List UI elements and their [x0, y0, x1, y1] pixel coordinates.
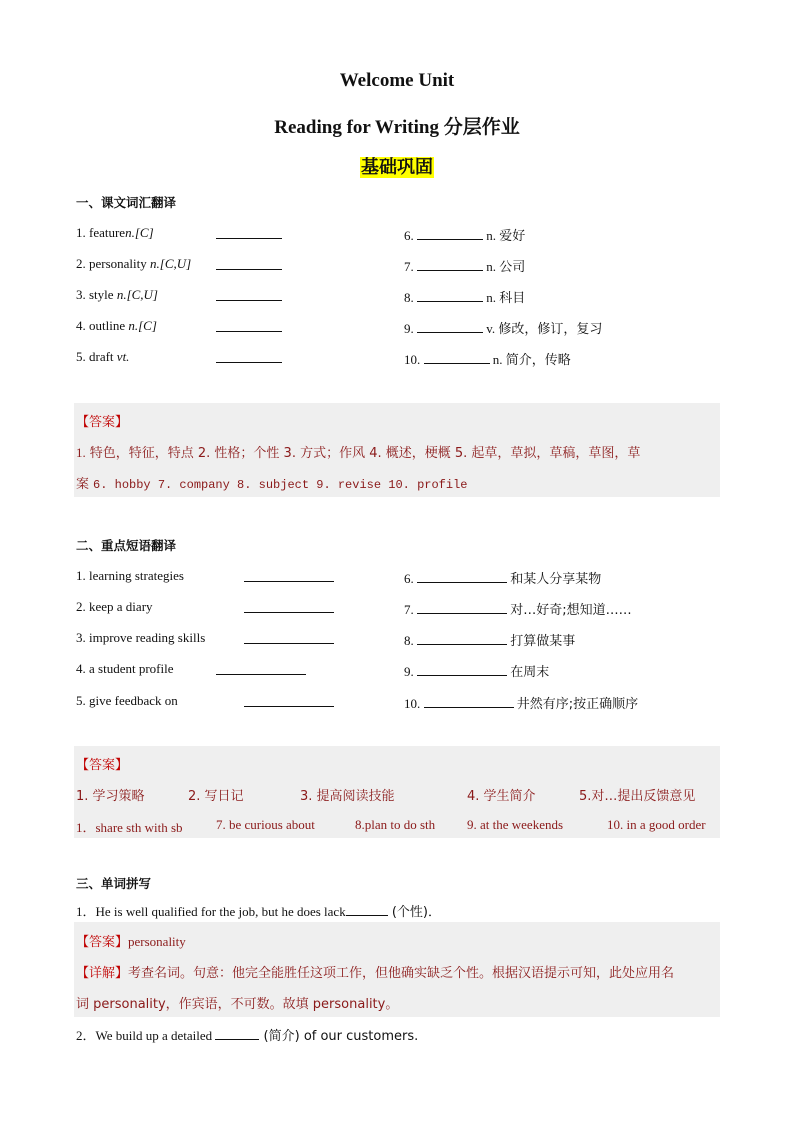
level-heading [0, 153, 794, 179]
phrase-item: 1. learning strategies [76, 568, 184, 583]
answer-blank[interactable] [417, 632, 507, 645]
vocab-item: 8. n. 科目 [404, 290, 526, 306]
answer-box [74, 403, 720, 497]
detail-line: 【详解】考查名词。句意：他完全能胜任这项工作，但他确实缺乏个性。根据汉语提示可知，此处应用名 [76, 966, 675, 981]
answer-blank[interactable] [216, 350, 282, 363]
phrase-item: 6. 和某人分享某物 [404, 571, 602, 587]
vocab-item: 6. n. 爱好 [404, 228, 526, 244]
answer-blank[interactable] [417, 227, 483, 240]
document-subtitle: Reading for Writing 分层作业 [274, 117, 520, 138]
answer-item: 5.对…提出反馈意见 [579, 789, 696, 804]
phrase-item: 3. improve reading skills [76, 630, 206, 645]
answer-blank[interactable] [216, 257, 282, 270]
section3-heading: 三、单词拼写 [76, 876, 152, 891]
detail-line: 词 personality，作宾语，不可数。故填 personality。 [76, 997, 399, 1012]
phrase-item: 4. a student profile [76, 661, 174, 676]
answer-blank[interactable] [244, 600, 334, 613]
section1-heading: 一、课文词汇翻译 [76, 195, 177, 210]
answer-box [74, 922, 720, 1017]
phrase-item: 2. keep a diary [76, 599, 153, 614]
answer-item: 3. 提高阅读技能 [300, 789, 395, 804]
vocab-item: 9. v. 修改，修订，复习 [404, 321, 603, 337]
answer-item: 7. be curious about [216, 817, 315, 832]
answer-blank[interactable] [215, 1027, 259, 1040]
vocab-item: 5. draft vt. [76, 349, 130, 364]
vocab-item: 2. personality n.[C,U] [76, 256, 192, 271]
answer-item: 1. 学习策略 [76, 789, 145, 804]
phrase-item: 8. 打算做某事 [404, 633, 576, 649]
answer-item: 10. in a good order [607, 817, 706, 832]
vocab-item: 10. n. 简介，传略 [404, 352, 571, 368]
section2-heading: 二、重点短语翻译 [76, 538, 177, 553]
answer-line: 1. 特色，特征，特点 2. 性格；个性 3. 方式；作风 4. 概述，梗概 5. 起草，草拟，草稿，草图，草 [76, 445, 641, 461]
answer-blank[interactable] [424, 351, 490, 364]
answer-item: 2. 写日记 [188, 789, 244, 804]
phrase-item: 7. 对…好奇;想知道…… [404, 602, 632, 618]
answer-label: 【答案】 [76, 758, 129, 773]
answer-blank[interactable] [216, 662, 306, 675]
answer-item: 9. at the weekends [467, 817, 564, 832]
answer-blank[interactable] [417, 570, 507, 583]
phrase-item: 10. 井然有序;按正确顺序 [404, 696, 639, 712]
level-label: 基础巩固 [361, 157, 433, 178]
answer-blank[interactable] [417, 320, 483, 333]
document-title: Welcome Unit [339, 70, 455, 91]
answer-line: 案 6. hobby 7. company 8. subject 9. revise 10. profile [76, 477, 468, 492]
answer-item: 4. 学生简介 [467, 789, 536, 804]
answer-blank[interactable] [244, 631, 334, 644]
answer-blank[interactable] [244, 694, 334, 707]
answer-blank[interactable] [424, 695, 514, 708]
answer-item: 8.plan to do sth [355, 817, 436, 832]
phrase-item: 9. 在周末 [404, 664, 550, 680]
answer-blank[interactable] [417, 289, 483, 302]
vocab-item: 1. featuren.[C] [76, 225, 154, 240]
vocab-item: 7. n. 公司 [404, 259, 526, 275]
question-2: 2．We build up a detailed (简介) of our customers. [76, 1028, 419, 1044]
answer-item: 1．share sth with sb [76, 820, 183, 835]
answer-blank[interactable] [417, 663, 507, 676]
answer-blank[interactable] [244, 569, 334, 582]
phrase-item: 5. give feedback on [76, 693, 178, 708]
answer-box [74, 746, 720, 838]
answer-blank[interactable] [417, 601, 507, 614]
vocab-item: 3. style n.[C,U] [76, 287, 158, 302]
vocab-item: 4. outline n.[C] [76, 318, 157, 333]
answer-blank[interactable] [417, 258, 483, 271]
answer-blank[interactable] [346, 903, 388, 916]
question-1: 1．He is well qualified for the job, but he does lack (个性)． [76, 904, 441, 920]
answer-label: 【答案】 [76, 415, 129, 430]
answer-line: 【答案】personality [76, 934, 186, 950]
answer-blank[interactable] [216, 226, 282, 239]
answer-blank[interactable] [216, 319, 282, 332]
answer-blank[interactable] [216, 288, 282, 301]
